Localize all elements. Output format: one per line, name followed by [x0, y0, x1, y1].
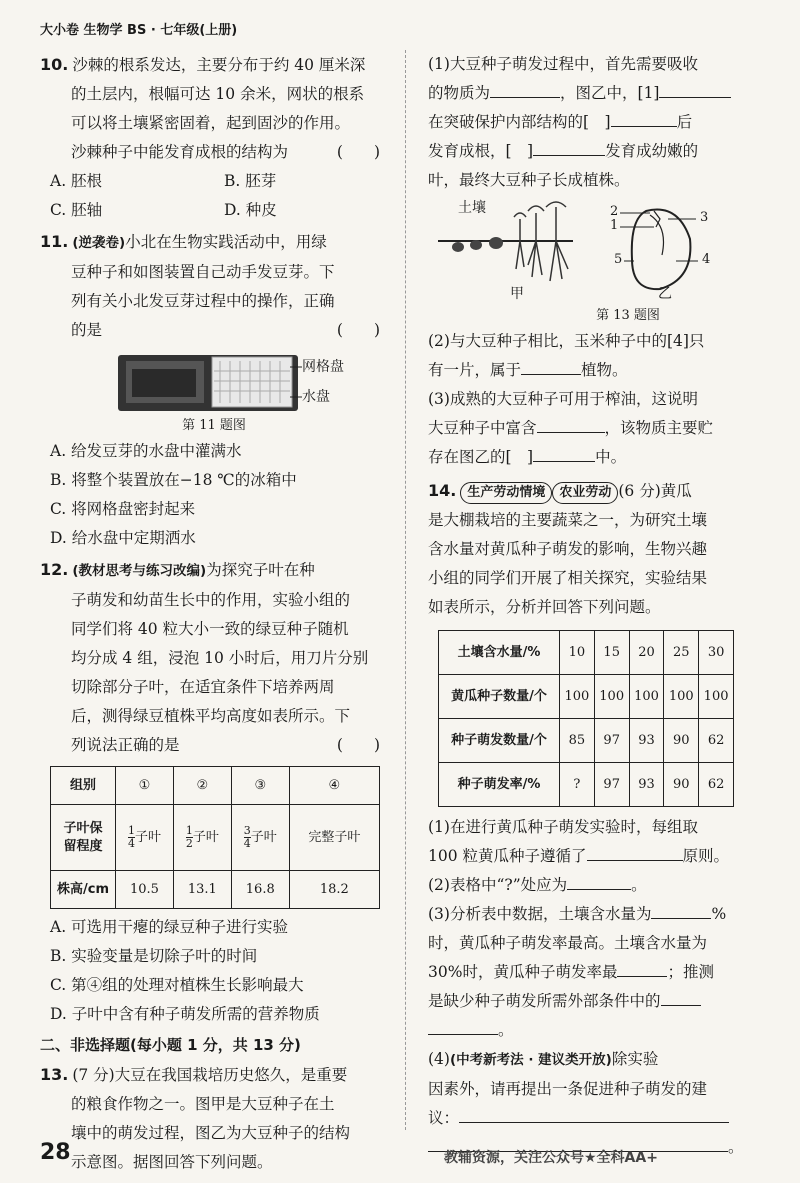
q12-header-group: 组别	[51, 767, 116, 805]
q14-cell: 25	[664, 631, 699, 675]
q14-text: (6 分)黄瓜	[618, 482, 692, 500]
q10-option-b[interactable]: B. 胚芽	[224, 172, 277, 190]
fraction-denominator: 2	[185, 837, 193, 850]
q10-options	[40, 167, 388, 196]
q13-text: (7 分)大豆在我国栽培历史悠久，是重要	[72, 1066, 348, 1084]
q14-cell: 85	[560, 719, 595, 763]
q10-text: 沙棘种子中能发育成根的结构为	[71, 143, 289, 161]
q14-cell: 93	[629, 763, 664, 807]
q12-text: 同学们将 40 粒大小一致的绿豆种子随机	[71, 620, 349, 638]
soil-label: 土壤	[458, 200, 486, 216]
q14-table-row	[439, 675, 734, 719]
q13-part1-text: 在突破保护内部结构的[ ]	[428, 113, 611, 131]
fraction	[186, 825, 193, 850]
q13-text: 示意图。据图回答下列问题。	[71, 1153, 273, 1171]
figure-jia-label: 甲	[510, 286, 524, 302]
q12-group-2: ②	[173, 767, 231, 805]
q14-tag-context: 生产劳动情境	[460, 482, 552, 504]
q13-number: 13.	[40, 1065, 69, 1084]
q11-text: 的是	[71, 321, 103, 339]
q12-retain-4: 完整子叶	[289, 805, 379, 871]
answer-blank[interactable]	[659, 79, 731, 98]
q14-cell: ?	[560, 763, 595, 807]
q13-part1-text: 叶，最终大豆种子长成植株。	[428, 171, 630, 189]
page-header: 大小卷 生物学 BS · 七年级(上册)	[40, 23, 238, 38]
q13-part3-text: 中。	[595, 448, 627, 466]
fraction-denominator: 4	[243, 837, 251, 850]
q10-answer-bracket[interactable]: ( )	[336, 143, 380, 161]
q11-text: 豆种子和如图装置自己动手发豆芽。下	[71, 263, 335, 281]
fraction-numerator: 3	[243, 824, 251, 837]
q12-group-4: ④	[289, 767, 379, 805]
q10-text: 沙棘的根系发达，主要分布于约 40 厘米深	[72, 56, 366, 74]
answer-blank[interactable]	[533, 137, 605, 156]
answer-blank[interactable]	[661, 987, 701, 1006]
q14-cell: 100	[699, 675, 734, 719]
q12-text: 子萌发和幼苗生长中的作用，实验小组的	[71, 591, 351, 609]
q14-part3-text: 。	[498, 1021, 514, 1039]
q14-cell: 62	[699, 763, 734, 807]
q12-text: 列说法正确的是	[71, 736, 180, 754]
q14-part4-tag: (中考新考法 · 建议类开放)	[449, 1052, 612, 1068]
q14-table-body	[439, 631, 734, 807]
retain-suffix: 子叶	[192, 830, 219, 845]
question-10	[40, 50, 388, 225]
q11-number: 11.	[40, 232, 69, 251]
q12-number: 12.	[40, 560, 69, 579]
q14-part4-text: 除实验	[611, 1050, 659, 1068]
question-12	[40, 555, 388, 1029]
footer-promo: 教辅资源，关注公众号★全科AA+	[444, 1150, 658, 1166]
fraction	[244, 825, 251, 850]
q14-part4-text: 。	[728, 1138, 744, 1156]
label-5: 5	[614, 252, 623, 267]
q14-part2-text: (2)表格中“?”处应为	[428, 876, 568, 894]
retain-suffix: 子叶	[250, 830, 277, 845]
q13-part1-text: (1)大豆种子萌发过程中，首先需要吸收	[428, 55, 698, 73]
q14-text: 如表所示，分析并回答下列问题。	[428, 598, 661, 616]
q14-text: 小组的同学们开展了相关探究，实验结果	[428, 569, 708, 587]
fraction-denominator: 4	[127, 837, 135, 850]
q14-part1-text: 100 粒黄瓜种子遵循了	[428, 847, 587, 865]
q14-cell: 20	[629, 631, 664, 675]
q12-height-3: 16.8	[231, 871, 289, 909]
column-divider	[405, 50, 406, 1130]
q12-height-2: 13.1	[173, 871, 231, 909]
figure-yi-label: 乙	[658, 286, 672, 302]
answer-blank[interactable]	[587, 842, 683, 861]
q14-cell: 10	[560, 631, 595, 675]
q12-height-4: 18.2	[289, 871, 379, 909]
q12-height-1: 10.5	[116, 871, 174, 909]
q14-cell: 90	[664, 763, 699, 807]
question-13	[40, 1060, 388, 1177]
q12-header-height: 株高/cm	[51, 871, 116, 909]
q14-cell: 100	[664, 675, 699, 719]
q13-part2-text: (2)与大豆种子相比，玉米种子中的[4]只	[428, 332, 705, 350]
q12-retain-1	[116, 805, 174, 871]
answer-blank[interactable]	[521, 356, 581, 375]
q13-part1-text: 发育成幼嫩的	[605, 142, 699, 160]
fraction-numerator: 1	[127, 824, 135, 837]
label-2: 2	[610, 204, 619, 219]
q14-part4-text: (4)	[428, 1050, 450, 1068]
q14-part3-text: 30%时，黄瓜种子萌发率最	[428, 963, 618, 981]
q12-group-1: ①	[116, 767, 174, 805]
q14-part3-text: 是缺少种子萌发所需外部条件中的	[428, 992, 661, 1010]
q12-option-b[interactable]: B. 实验变量是切除子叶的时间	[50, 947, 258, 965]
q14-cell: 100	[560, 675, 595, 719]
q13-text: 的粮食作物之一。图甲是大豆种子在土	[71, 1095, 335, 1113]
q14-part4-text: 因素外，请再提出一条促进种子萌发的建	[428, 1080, 708, 1098]
q11-text: 小北在生物实践活动中，用绿	[125, 233, 327, 251]
q14-table	[438, 630, 734, 807]
q12-option-c[interactable]: C. 第④组的处理对植株生长影响最大	[50, 976, 304, 994]
question-11	[40, 227, 388, 553]
q14-part3-text: 时，黄瓜种子萌发率最高。土壤含水量为	[428, 934, 708, 952]
left-column	[40, 50, 388, 1179]
q14-cell: 100	[629, 675, 664, 719]
q10-text: 的土层内，根幅可达 10 余米，网状的根系	[71, 85, 365, 103]
q12-option-d[interactable]: D. 子叶中含有种子萌发所需的营养物质	[50, 1005, 320, 1023]
q14-row-label: 种子萌发数量/个	[439, 719, 560, 763]
water-tray-label: 水盘	[302, 389, 330, 405]
q13-part2-text: 有一片，属于	[428, 361, 522, 379]
right-column	[428, 50, 768, 1164]
grid-tray-label: 网格盘	[302, 359, 344, 375]
label-3: 3	[700, 210, 709, 225]
q11-caption: 第 11 题图	[182, 418, 246, 433]
q12-text: 切除部分子叶，在适宜条件下培养两周	[71, 678, 335, 696]
q11-option-a[interactable]: A. 给发豆芽的水盘中灌满水	[50, 442, 242, 460]
q14-table-row	[439, 631, 734, 675]
q13-part1-text: 后	[676, 113, 693, 131]
label-1: 1	[610, 218, 619, 233]
q10-option-d[interactable]: D. 种皮	[224, 201, 277, 219]
q14-part2-text: 。	[631, 876, 647, 894]
q14-part1-text: 原则。	[682, 847, 730, 865]
q12-retain-3	[231, 805, 289, 871]
q11-option-c[interactable]: C. 将网格盘密封起来	[50, 500, 196, 518]
section-2-heading: 二、非选择题(每小题 1 分，共 13 分)	[40, 1036, 301, 1054]
q12-header-retain-1: 子叶保	[63, 820, 103, 836]
q14-cell: 15	[594, 631, 629, 675]
fraction	[128, 825, 135, 850]
q14-text: 是大棚栽培的主要蔬菜之一，为研究土壤	[428, 511, 708, 529]
page-number: 28	[40, 1140, 71, 1165]
q10-number: 10.	[40, 55, 69, 74]
q14-part3-text: %	[711, 905, 727, 923]
answer-blank[interactable]	[459, 1104, 729, 1123]
q14-table-row	[439, 763, 734, 807]
question-14	[428, 476, 768, 1162]
answer-blank[interactable]	[617, 958, 667, 977]
q14-cell: 93	[629, 719, 664, 763]
q10-option-a[interactable]: A. 胚根	[50, 172, 103, 190]
q11-text: 列有关小北发豆芽过程中的操作，正确	[71, 292, 335, 310]
q13-caption: 第 13 题图	[596, 308, 660, 323]
answer-blank[interactable]	[651, 900, 711, 919]
fraction-numerator: 1	[185, 824, 193, 837]
q11-figure	[40, 351, 388, 415]
retain-suffix: 子叶	[134, 830, 161, 845]
q14-tag-labor: 农业劳动	[552, 482, 618, 504]
q12-header-retain-2: 留程度	[63, 838, 103, 854]
answer-blank[interactable]	[428, 1016, 498, 1035]
q14-cell: 97	[594, 763, 629, 807]
q10-option-c[interactable]: C. 胚轴	[50, 201, 103, 219]
q13-part1-text: 的物质为	[428, 84, 491, 102]
label-4: 4	[702, 252, 711, 267]
q11-tag: (逆袭卷)	[72, 235, 126, 251]
q12-text: 均分成 4 组，浸泡 10 小时后，用刀片分别	[71, 649, 369, 667]
answer-blank[interactable]	[537, 414, 605, 433]
q14-cell: 97	[594, 719, 629, 763]
q13-part3-text: (3)成熟的大豆种子可用于榨油，这说明	[428, 390, 698, 408]
q13-figure	[428, 199, 768, 305]
q12-option-a[interactable]: A. 可选用干瘪的绿豆种子进行实验	[50, 918, 289, 936]
q11-option-b[interactable]: B. 将整个装置放在−18 ℃的冰箱中	[50, 471, 297, 489]
q14-part4-text: 议：	[428, 1109, 460, 1127]
answer-blank[interactable]	[567, 871, 631, 890]
q12-group-3: ③	[231, 767, 289, 805]
q13-part3-text: ，该物质主要贮	[604, 419, 714, 437]
q14-part3-text: (3)分析表中数据，土壤含水量为	[428, 905, 652, 923]
answer-blank[interactable]	[533, 443, 595, 462]
q10-options	[40, 196, 388, 225]
q14-number: 14.	[428, 481, 457, 500]
q10-text: 可以将土壤紧密固着，起到固沙的作用。	[71, 114, 351, 132]
q12-header-retain	[51, 805, 116, 871]
q12-answer-bracket[interactable]: ( )	[336, 736, 380, 754]
q14-cell: 30	[699, 631, 734, 675]
q14-part3-text: ；推测	[667, 963, 714, 981]
answer-blank[interactable]	[490, 79, 560, 98]
q12-tag: (教材思考与练习改编)	[72, 563, 207, 579]
q14-text: 含水量对黄瓜种子萌发的影响，生物兴趣	[428, 540, 708, 558]
q14-part1-text: (1)在进行黄瓜种子萌发实验时，每组取	[428, 818, 698, 836]
q12-retain-2	[173, 805, 231, 871]
q14-cell: 100	[594, 675, 629, 719]
q14-table-row	[439, 719, 734, 763]
q14-row-label: 土壤含水量/%	[439, 631, 560, 675]
q12-text: 为探究子叶在种	[206, 561, 315, 579]
q13-part2-text: 植物。	[581, 361, 628, 379]
q13-part3-text: 大豆种子中富含	[428, 419, 537, 437]
q14-cell: 90	[664, 719, 699, 763]
q12-table	[50, 766, 380, 909]
q14-cell: 62	[699, 719, 734, 763]
q13-part1-text: ，图乙中，[1]	[560, 84, 660, 102]
q14-row-label: 黄瓜种子数量/个	[439, 675, 560, 719]
q14-row-label: 种子萌发率/%	[439, 763, 560, 807]
q13-part1-text: 发育成根，[ ]	[428, 142, 534, 160]
q11-answer-bracket[interactable]: ( )	[336, 321, 380, 339]
answer-blank[interactable]	[611, 108, 677, 127]
q12-text: 后，测得绿豆植株平均高度如表所示。下	[71, 707, 351, 725]
q13-text: 壤中的萌发过程，图乙为大豆种子的结构	[71, 1124, 351, 1142]
q11-option-d[interactable]: D. 给水盘中定期洒水	[50, 529, 196, 547]
q13-part3-text: 存在图乙的[ ]	[428, 448, 534, 466]
